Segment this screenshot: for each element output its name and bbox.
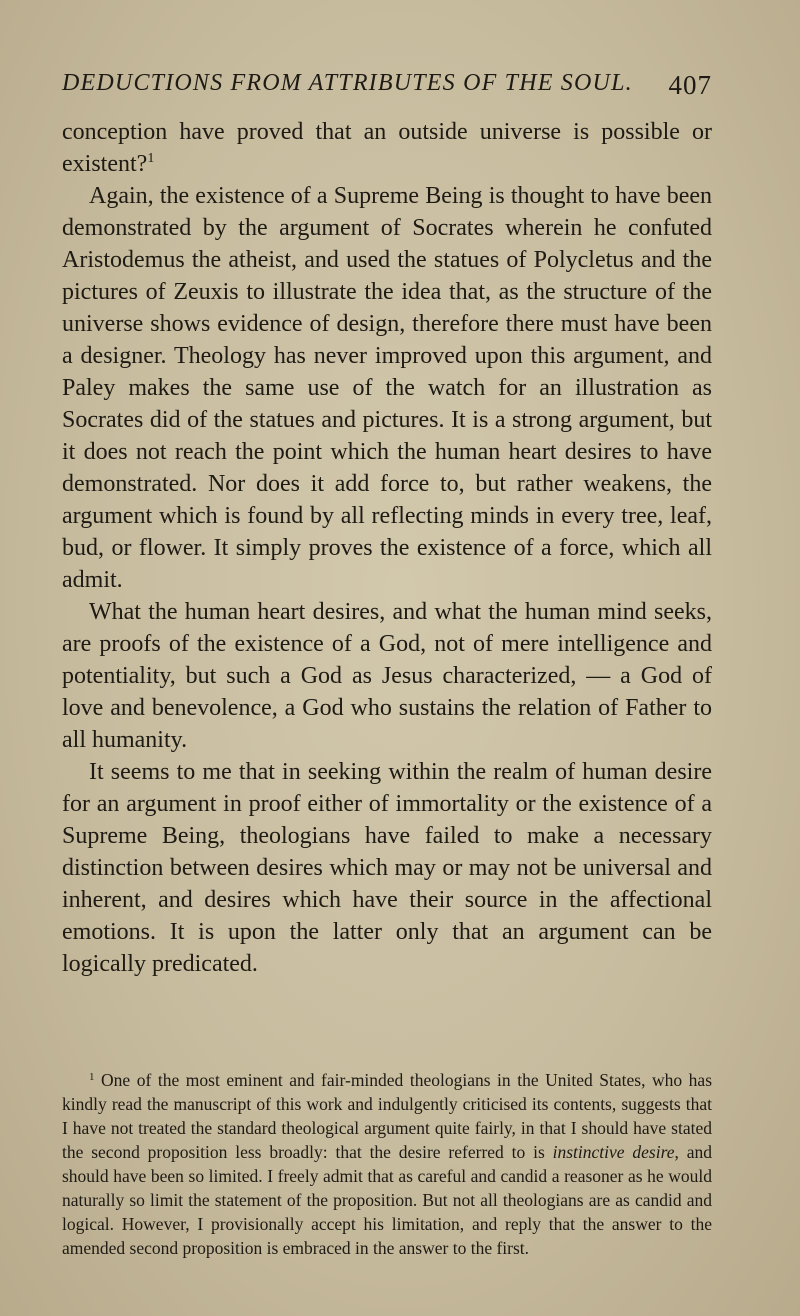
footnote-text-start: One of the most eminent and fair-minded theologians in the United States, who has kindly read the manuscript of this work and indulgently criticised its contents, suggests that I have not treated the standard theological argument quite fairly, in that I should have stated the second proposition less broadly: that the desire referred to is	[62, 1070, 713, 1162]
footnote-paragraph	[62, 1068, 712, 1260]
footnote-reference: 1	[147, 151, 155, 166]
body-text	[62, 116, 712, 980]
paragraph-1-text: conception have proved that an outside universe is possible or existent?	[62, 119, 712, 177]
page-number: 407	[668, 70, 712, 100]
paragraph-1	[62, 116, 712, 180]
page-header	[62, 70, 712, 104]
running-title: DEDUCTIONS FROM ATTRIBUTES OF THE SOUL.	[62, 70, 633, 96]
footnote-italic-term: instinctive desire	[552, 1142, 675, 1162]
footnote-text-end: , and should have been so limited. I freely admit that as careful and candid a reasoner as he would naturally so limit the statement of the proposition. But not all theologians are as candid and logical. However, I provisionally accept his limitation, and reply that the answer to the amended second proposition is embraced in the answer to the first.	[62, 1142, 712, 1258]
paragraph-3: What the human heart desires, and what the human mind seeks, are proofs of the existence of a God, not of mere intelligence and potentiality, but such a God as Jesus characterized, — a God of love and benevolence, a God who sustains the relation of Father to all humanity.	[62, 599, 712, 753]
footnote-marker: 1	[89, 1071, 95, 1083]
paragraph-4: It seems to me that in seeking within the realm of human desire for an argument in proof either of immortality or the existence of a Supreme Being, theologians have failed to make a necessary distinction between desires which may or may not be universal and inherent, and desires which have their source in the affectional emotions. It is upon the latter only that an argument can be logically predicated.	[62, 759, 712, 977]
footnote	[62, 1068, 712, 1260]
paragraph-2: Again, the existence of a Supreme Being is thought to have been demonstrated by the argument of Socrates wherein he confuted Aristodemus the atheist, and used the statues of Polycletus and the pictures of Zeuxis to illustrate the idea that, as the structure of the universe shows evidence of design, therefore there must have been a designer. Theology has never improved upon this argument, and Paley makes the same use of the watch for an illustration as Socrates did of the statues and pictures. It is a strong argument, but it does not reach the point which the human heart desires to have demonstrated. Nor does it add force to, but rather weakens, the argument which is found by all reflecting minds in every tree, leaf, bud, or flower. It simply proves the existence of a force, which all admit.	[62, 183, 712, 593]
